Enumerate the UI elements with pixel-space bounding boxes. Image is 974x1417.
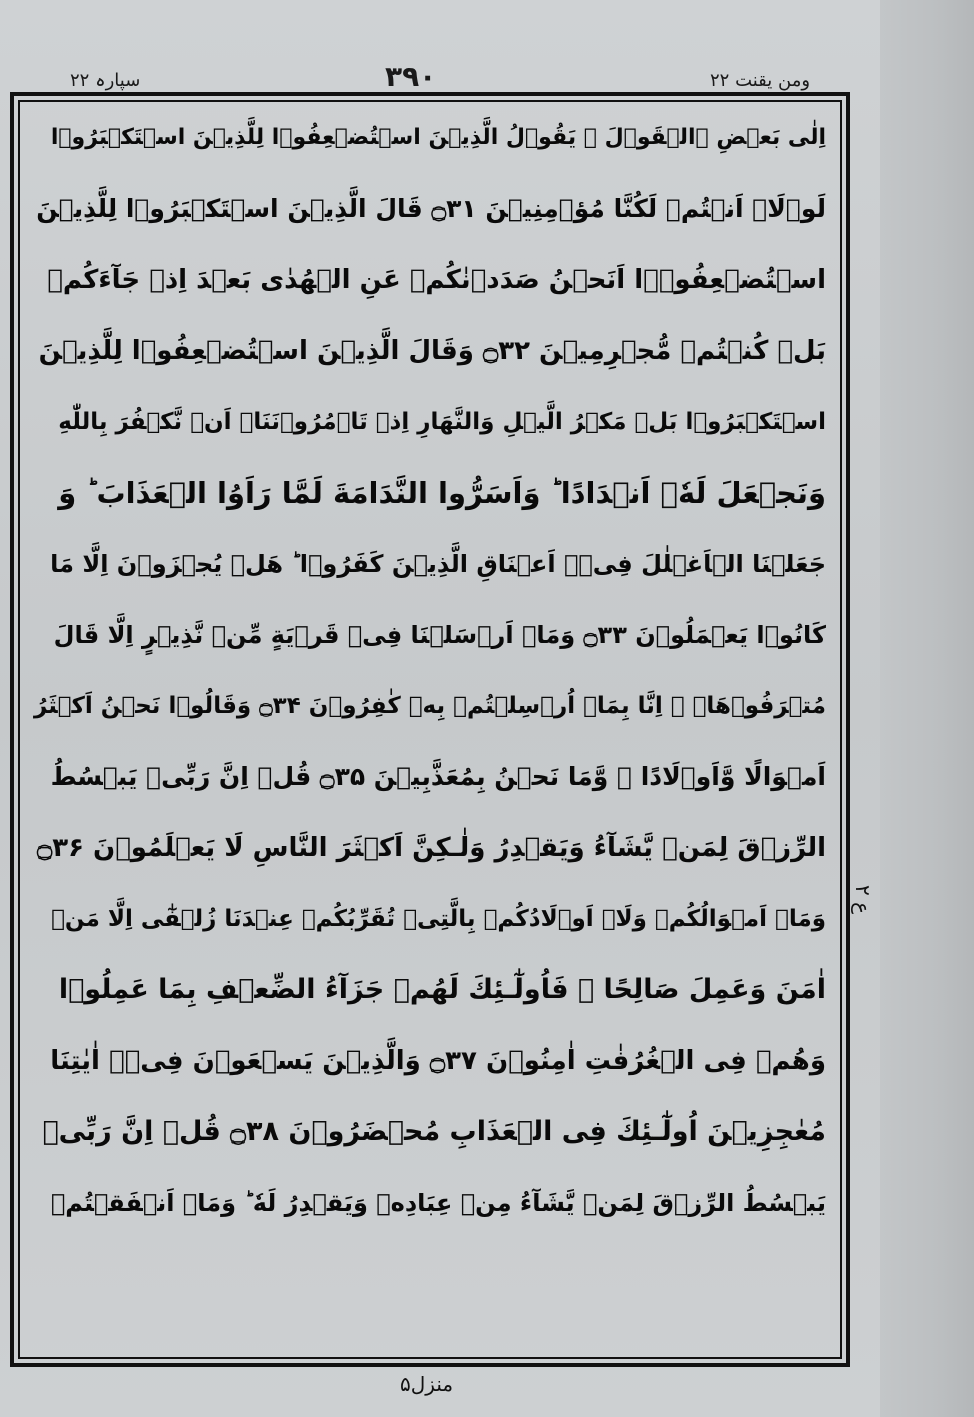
page-header [10,60,850,94]
text-frame [10,92,850,1367]
text-line: وَهُمۡ فِى الۡغُرُفٰتِ اٰمِنُوۡنَ ۝۳۷ وَالَّذِيۡنَ يَسۡعَوۡنَ فِىۡۤ اٰيٰتِنَا [50,1045,826,1076]
text-line: اسۡتُضۡعِفُوۡۤا اَنَحۡنُ صَدَدۡنٰكُمۡ عَنِ الۡهُدٰى بَعۡدَ اِذۡ جَآءَكُمۡ [47,264,826,295]
ruku-marker: ع ۲ [851,885,875,915]
text-line: وَنَجۡعَلَ لَهٗۤ اَنۡدَادًا ؕ وَاَسَرُّوا النَّدَامَةَ لَمَّا رَاَوُا الۡعَذَابَ ؕ وَ [58,475,826,510]
text-line: اسۡتَكۡبَرُوۡا بَلۡ مَكۡرُ الَّيۡلِ وَالنَّهَارِ اِذۡ تَاۡمُرُوۡنَنَاۤ اَنۡ نَّكۡفُرَ بِاللّٰهِ [58,408,826,435]
section-label: ومن یقنت ۲۲ [710,70,811,91]
text-line: بَلۡ كُنۡتُمۡ مُّجۡرِمِيۡنَ ۝۳۲ وَقَالَ الَّذِيۡنَ اسۡتُضۡعِفُوۡا لِلَّذِيۡنَ [38,335,826,366]
text-line: اِلٰى بَعۡضِ ۨالۡقَوۡلَ ۚ يَقُوۡلُ الَّذِيۡنَ اسۡتُضۡعِفُوۡا لِلَّذِيۡنَ اسۡتَكۡبَرُوۡا [50,125,826,150]
text-line: مُعٰجِزِيۡنَ اُولٰٓـئِكَ فِى الۡعَذَابِ مُحۡضَرُوۡنَ ۝۳۸ قُلۡ اِنَّ رَبِّىۡ [42,1116,826,1147]
juz-label: سپارہ ۲۲ [70,70,141,91]
text-line: يَبۡسُطُ الرِّزۡقَ لِمَنۡ يَّشَآءُ مِنۡ عِبَادِهٖ وَيَقۡدِرُ لَهٗ ؕ وَمَاۤ اَنۡفَقۡتُمۡ [50,1188,826,1217]
text-line: اَمۡوَالًا وَّاَوۡلَادًا ۙ وَّمَا نَحۡنُ بِمُعَذَّبِيۡنَ ۝۳۵ قُلۡ اِنَّ رَبِّىۡ يَبۡسُطُ [50,762,826,791]
text-line: كَانُوۡا يَعۡمَلُوۡنَ ۝۳۳ وَمَاۤ اَرۡسَلۡنَا فِىۡ قَرۡيَةٍ مِّنۡ نَّذِيۡرٍ اِلَّا قَالَ [53,620,826,649]
text-line: اٰمَنَ وَعَمِلَ صَالِحًا ۙ فَاُولٰٓـئِكَ لَهُمۡ جَزَآءُ الضِّعۡفِ بِمَا عَمِلُوۡا [58,974,826,1005]
manzil-footer: منزل۵ [400,1372,454,1396]
text-line: لَوۡلَاۤ اَنۡتُمۡ لَكُنَّا مُؤۡمِنِيۡنَ ۝۳۱ قَالَ الَّذِيۡنَ اسۡتَكۡبَرُوۡا لِلَّذِيۡنَ [36,194,826,223]
text-line: الرِّزۡقَ لِمَنۡ يَّشَآءُ وَيَقۡدِرُ وَلٰـكِنَّ اَكۡثَرَ النَّاسِ لَا يَعۡلَمُوۡنَ ۝۳۶ [36,832,826,863]
text-line: مُتۡرَفُوۡهَاۤ ۙ اِنَّا بِمَاۤ اُرۡسِلۡتُمۡ بِهٖ كٰفِرُوۡنَ ۝۳۴ وَقَالُوۡا نَحۡنُ اَكۡثَرُ [33,692,826,719]
text-lines [18,100,842,1359]
page-edge [880,0,974,1417]
page-number: ۳۹۰ [385,60,437,93]
text-line: وَمَاۤ اَمۡوَالُكُمۡ وَلَاۤ اَوۡلَادُكُمۡ بِالَّتِىۡ تُقَرِّبُكُمۡ عِنۡدَنَا زُلۡفٰٓى اِلَّا مَنۡ [51,905,826,932]
text-line: جَعَلۡنَا الۡاَغۡلٰلَ فِىۡۤ اَعۡنَاقِ الَّذِيۡنَ كَفَرُوۡا ؕ هَلۡ يُجۡزَوۡنَ اِلَّا مَا [50,549,826,578]
